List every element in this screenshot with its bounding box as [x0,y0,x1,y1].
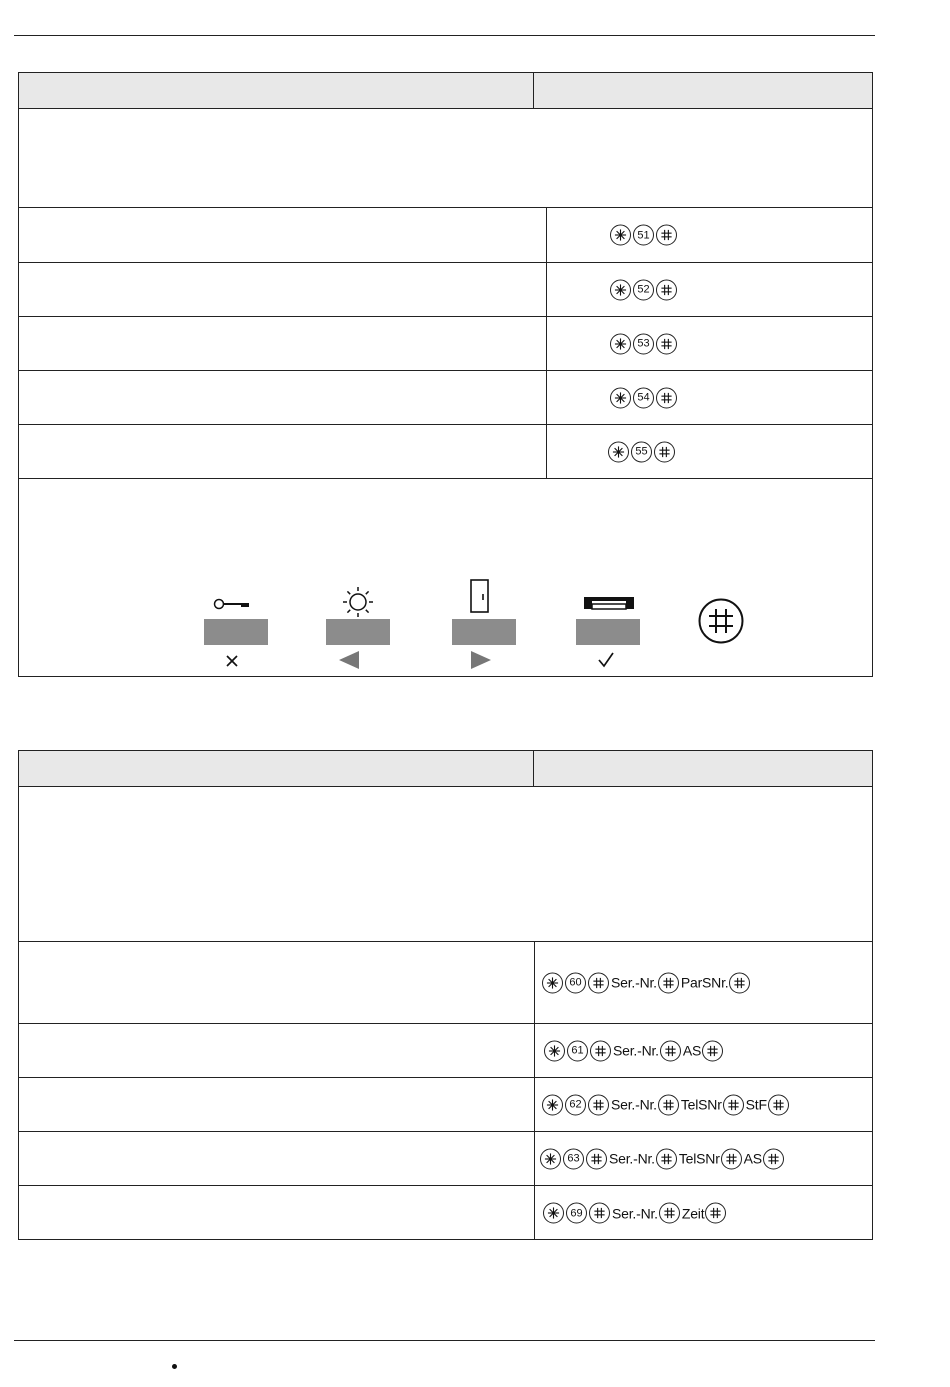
time-label: Zeit [681,1205,705,1221]
star-key-icon [543,1203,564,1224]
function-key-2 [326,619,390,645]
hash-key-icon [656,1148,677,1169]
star-key-icon [540,1148,561,1169]
table-row [19,1185,872,1240]
hash-key-icon [656,225,677,246]
table-row [19,1131,872,1185]
table-row [19,1023,872,1077]
table-row [19,941,872,1023]
code-key: 53 [633,333,654,354]
door-icon [469,578,491,614]
parameter-label: ParSNr. [680,974,729,991]
hash-key-icon [589,1203,610,1224]
left-arrow-icon [337,650,361,670]
bottom-rule [14,1340,875,1341]
hash-key-icon [729,972,750,993]
table-row [19,1077,872,1131]
footer-bullet [172,1364,177,1369]
code-key: 63 [563,1148,584,1169]
table-row [19,316,872,370]
light-icon [341,585,375,619]
serial-number-label: Ser.-Nr. [612,1205,658,1221]
phone-number-label: TelSNr [680,1096,722,1113]
cross-icon [225,654,239,668]
hash-key-icon [654,441,675,462]
table-2-header-right [534,751,872,787]
code-key: 52 [633,279,654,300]
hash-key-icon [658,1094,679,1115]
hash-key-icon [660,1040,681,1061]
top-rule [14,35,875,36]
table-1-header-left [19,73,534,109]
hash-key-icon [588,1094,609,1115]
star-key-icon [610,333,631,354]
hash-key-icon [763,1148,784,1169]
hash-key-icon [590,1040,611,1061]
table-2-header-left [19,751,534,787]
star-key-icon [610,387,631,408]
code-key: 60 [565,972,586,993]
hash-key-icon [588,972,609,993]
star-key-icon [608,441,629,462]
hash-key-icon [656,279,677,300]
parameter-label: StF [745,1096,767,1113]
hash-key-icon [723,1094,744,1115]
star-key-icon [610,225,631,246]
table-row [19,370,872,424]
check-icon [597,651,615,669]
serial-number-label: Ser.-Nr. [613,1042,659,1059]
parameter-label: AS [743,1150,762,1167]
table-row [19,207,872,262]
star-key-icon [542,972,563,993]
code-key: 61 [567,1040,588,1061]
serial-number-label: Ser.-Nr. [611,1096,657,1113]
code-key: 62 [565,1094,586,1115]
function-key-3 [452,619,516,645]
table-row [19,262,872,316]
keypad-illustration [19,478,872,677]
function-key-4 [576,619,640,645]
table-1-header-right [534,73,872,109]
table-2 [18,750,873,1240]
serial-number-label: Ser.-Nr. [609,1150,655,1167]
hash-key-icon [721,1148,742,1169]
handset-icon [583,595,635,611]
table-2-description [19,787,872,941]
table-row [19,424,872,478]
hash-key-icon [586,1148,607,1169]
code-key: 55 [631,441,652,462]
serial-number-label: Ser.-Nr. [611,974,657,991]
table-1 [18,72,873,677]
right-arrow-icon [469,650,493,670]
code-key: 54 [633,387,654,408]
hash-key-icon [768,1094,789,1115]
hash-key-icon [702,1040,723,1061]
hash-key-icon [656,333,677,354]
phone-number-label: TelSNr [678,1150,720,1167]
hash-icon [697,597,745,645]
parameter-label: AS [682,1042,702,1059]
hash-key-icon [705,1203,726,1224]
hash-key-icon [656,387,677,408]
code-key: 69 [566,1203,587,1224]
star-key-icon [544,1040,565,1061]
function-key-1 [204,619,268,645]
hash-key-icon [658,972,679,993]
key-icon [213,596,251,612]
table-1-description [19,109,872,207]
star-key-icon [542,1094,563,1115]
star-key-icon [610,279,631,300]
code-key: 51 [633,225,654,246]
hash-key-icon [659,1203,680,1224]
